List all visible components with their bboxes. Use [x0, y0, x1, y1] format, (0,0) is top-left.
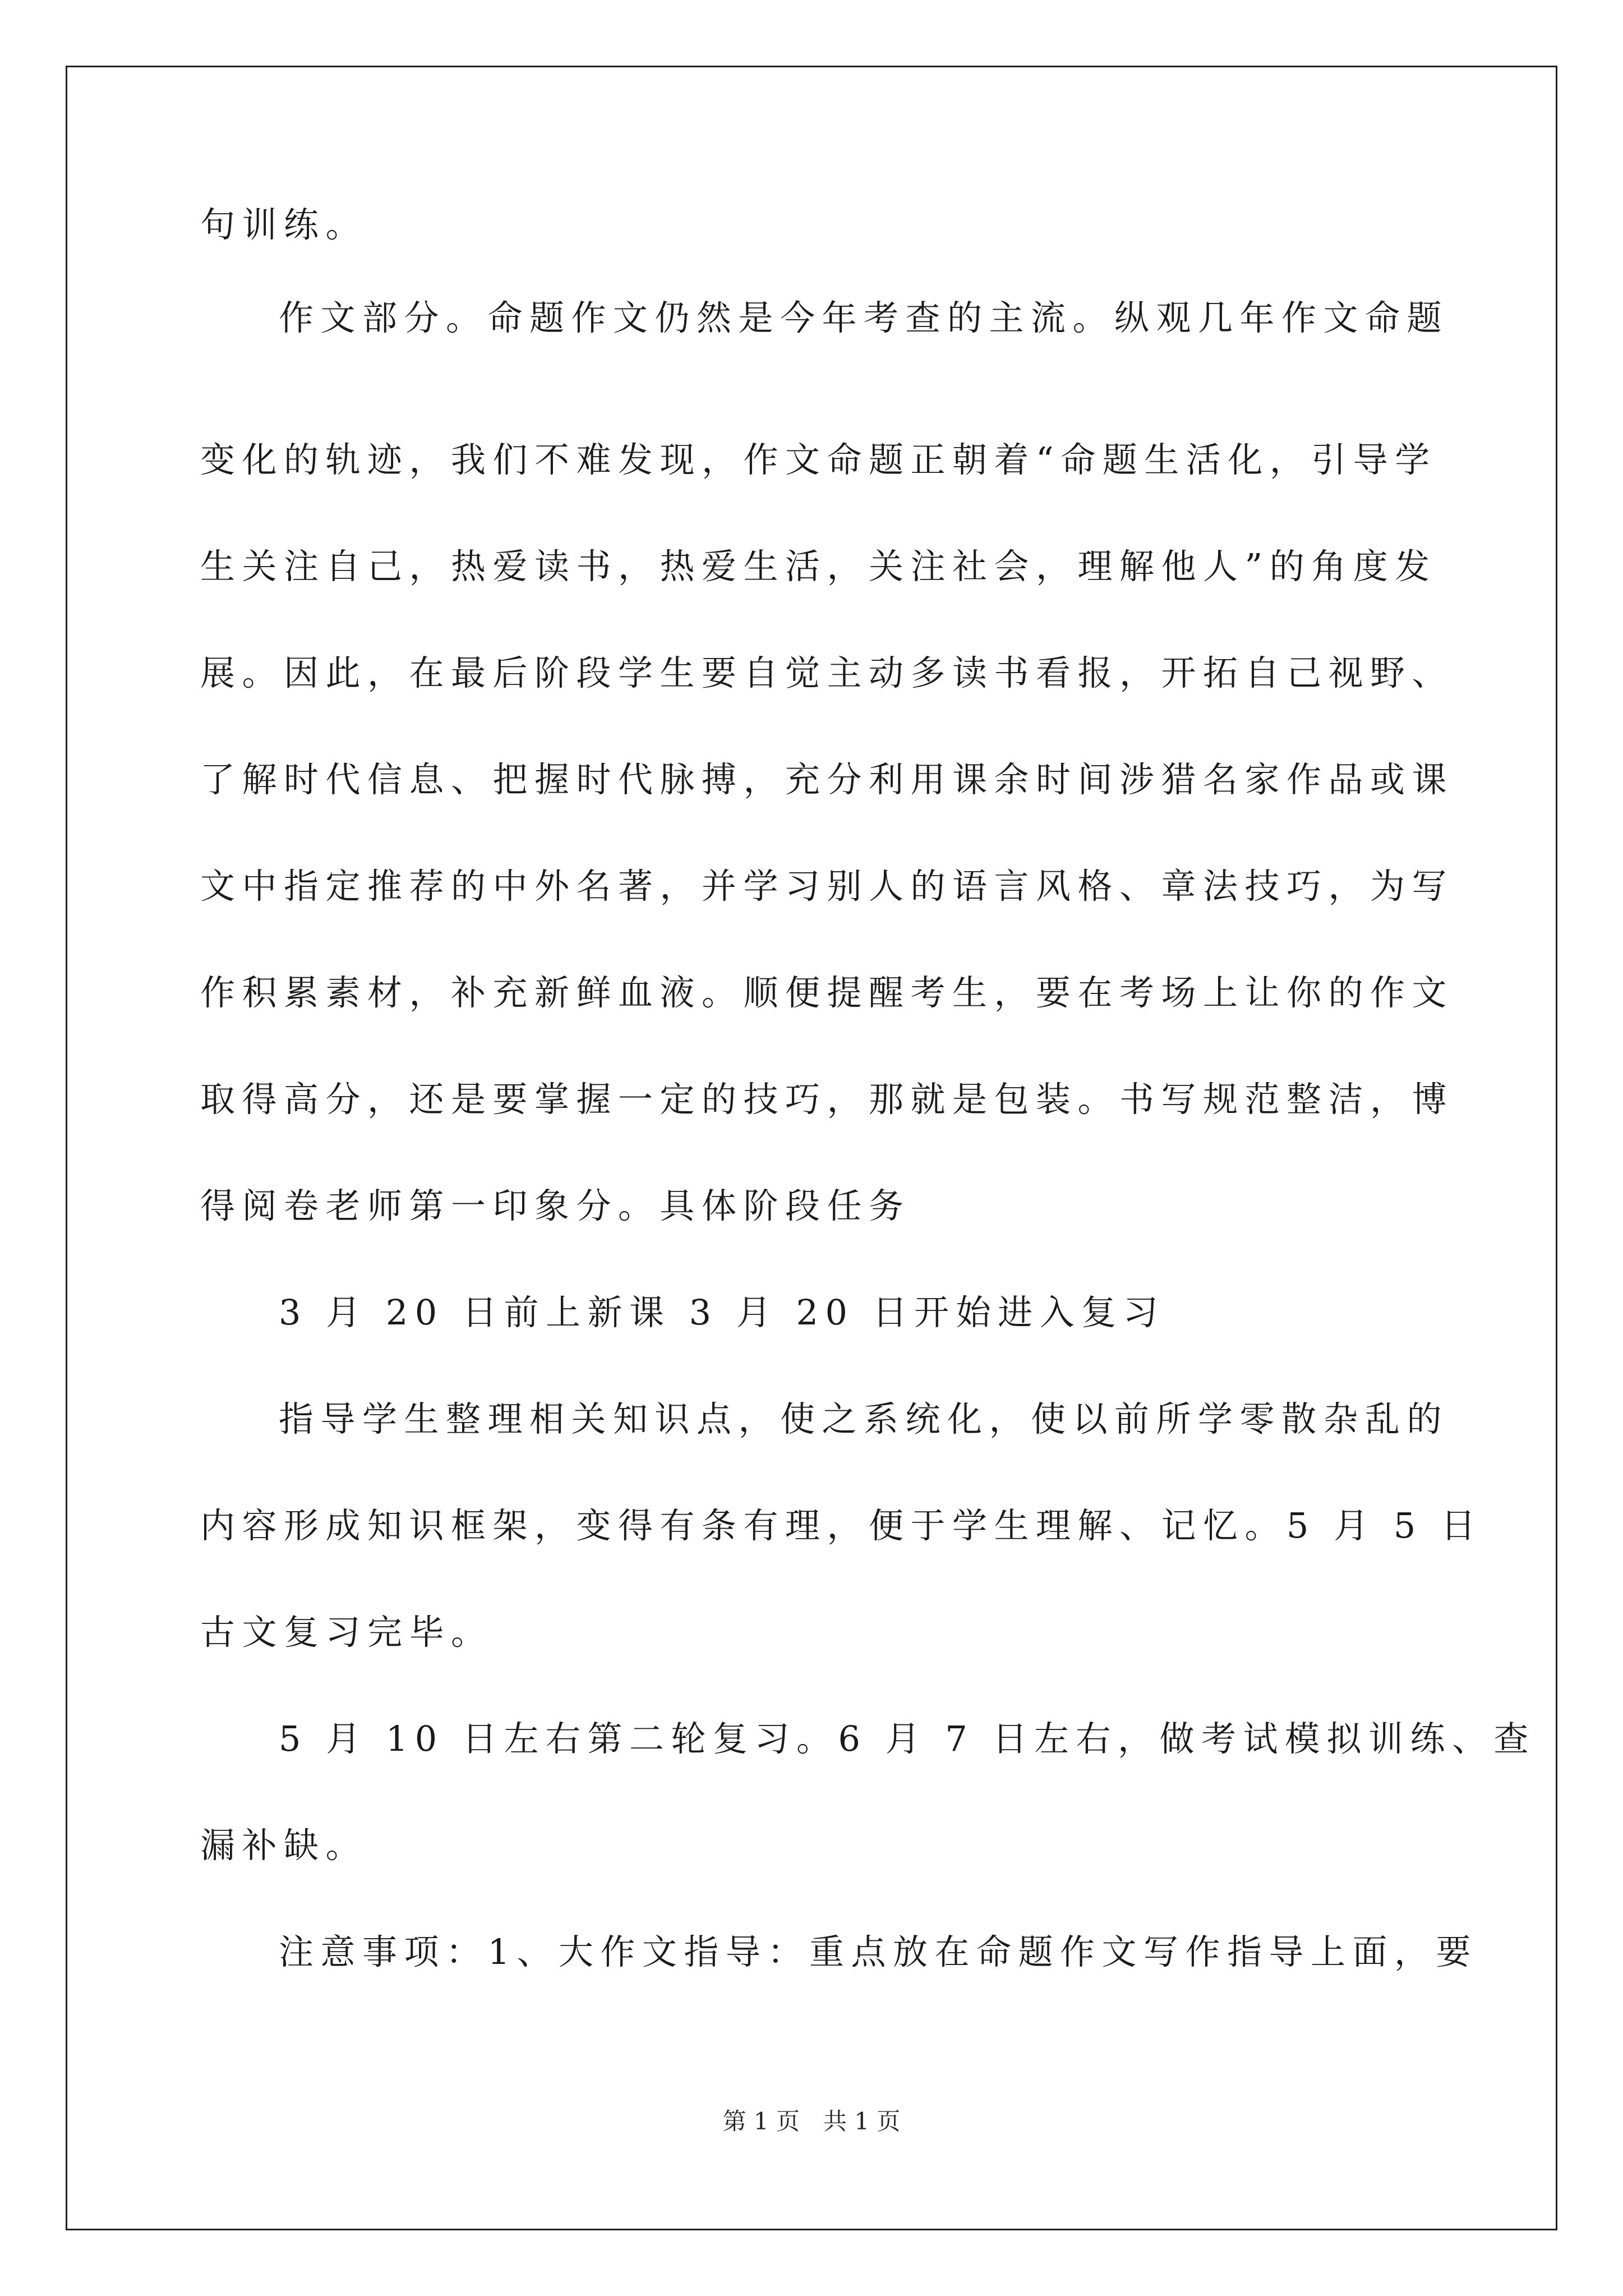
text-line-15: 5 月 10 日左右第二轮复习。6 月 7 日左右，做考试模拟训练、查	[279, 1718, 1536, 1759]
text-line-14: 古文复习完毕。	[200, 1612, 493, 1653]
text-line-16: 漏补缺。	[200, 1825, 368, 1866]
text-line-5: 展。因此，在最后阶段学生要自觉主动多读书看报，开拓自己视野、	[200, 652, 1454, 693]
text-line-1: 句训练。	[200, 204, 368, 245]
text-line-3: 变化的轨迹，我们不难发现，作文命题正朝着“命题生活化，引导学	[200, 439, 1437, 480]
text-line-9: 取得高分，还是要掌握一定的技巧，那就是包装。书写规范整洁，博	[200, 1079, 1454, 1120]
text-line-12: 指导学生整理相关知识点，使之系统化，使以前所学零散杂乱的	[279, 1398, 1449, 1439]
page-border	[66, 66, 1557, 2230]
text-line-4: 生关注自己，热爱读书，热爱生活，关注社会，理解他人”的角度发	[200, 546, 1437, 587]
text-line-10: 得阅卷老师第一印象分。具体阶段任务	[200, 1185, 911, 1226]
text-line-11: 3 月 20 日前上新课 3 月 20 日开始进入复习	[279, 1292, 1165, 1333]
text-line-6: 了解时代信息、把握时代脉搏，充分利用课余时间涉猎名家作品或课	[200, 759, 1454, 800]
text-line-17: 注意事项：1、大作文指导：重点放在命题作文写作指导上面，要	[279, 1931, 1478, 1972]
text-line-8: 作积累素材，补充新鲜血液。顺便提醒考生，要在考场上让你的作文	[200, 972, 1454, 1013]
text-line-7: 文中指定推荐的中外名著，并学习别人的语言风格、章法技巧，为写	[200, 866, 1454, 907]
text-line-13: 内容形成知识框架，变得有条有理，便于学生理解、记忆。5 月 5 日	[200, 1505, 1483, 1546]
text-line-2: 作文部分。命题作文仍然是今年考查的主流。纵观几年作文命题	[279, 297, 1449, 338]
page-footer: 第 1 页 共 1 页	[722, 2108, 901, 2135]
